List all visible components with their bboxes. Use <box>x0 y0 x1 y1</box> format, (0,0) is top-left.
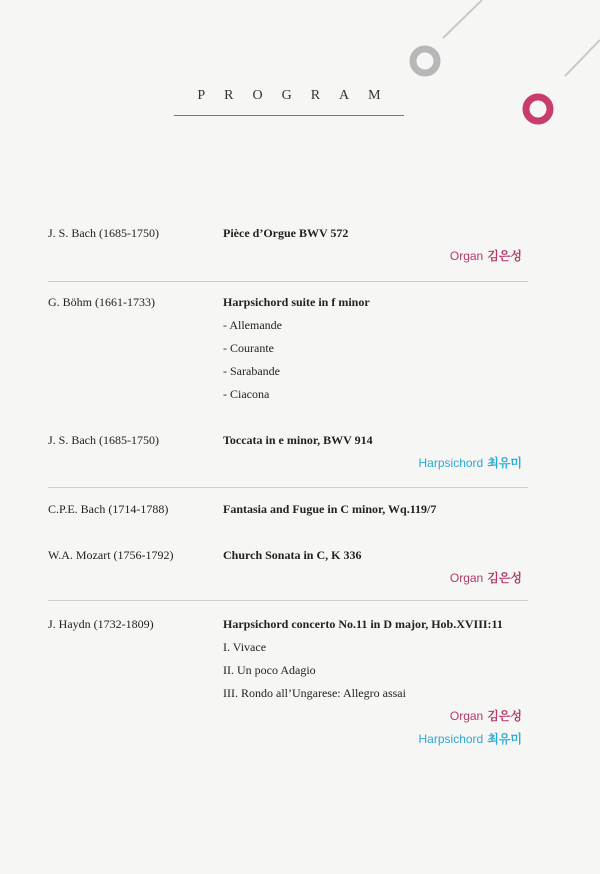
performer-organ <box>450 248 522 264</box>
movement: - Ciacona <box>223 387 270 401</box>
composer: C.P.E. Bach (1714-1788) <box>48 502 169 516</box>
movement: - Courante <box>223 341 274 355</box>
work-title: Harpsichord concerto No.11 in D major, Hob.XVIII:11 <box>223 617 503 631</box>
composer: G. Böhm (1661-1733) <box>48 295 155 309</box>
performer-name: 김은성 <box>487 249 522 263</box>
movement: III. Rondo all’Ungarese: Allegro assai <box>223 686 406 700</box>
section-divider <box>48 487 528 488</box>
instrument: Organ <box>449 249 484 263</box>
performer-name: 최유미 <box>487 732 522 746</box>
section-divider <box>48 281 528 282</box>
composer: J. S. Bach (1685-1750) <box>48 433 159 447</box>
section-divider <box>48 600 528 601</box>
movement: - Allemande <box>223 318 282 332</box>
diagonal-line-1 <box>443 0 482 38</box>
page-title: PROGRAM <box>197 88 400 103</box>
performer-name: 김은성 <box>487 709 522 723</box>
work-title: Fantasia and Fugue in C minor, Wq.119/7 <box>223 502 437 516</box>
performer-harpsichord <box>419 731 522 747</box>
performer-name: 최유미 <box>487 456 522 470</box>
work-title: Toccata in e minor, BWV 914 <box>223 433 373 447</box>
instrument: Organ <box>449 709 484 723</box>
work-title: Pièce d’Orgue BWV 572 <box>223 226 349 240</box>
title-underline <box>174 115 404 116</box>
diagonal-line-2 <box>565 40 600 76</box>
instrument: Organ <box>449 571 484 585</box>
movement: - Sarabande <box>223 364 280 378</box>
pink-ring-icon <box>526 97 550 121</box>
instrument: Harpsichord <box>418 456 484 470</box>
gray-ring-icon <box>413 49 437 73</box>
movement: I. Vivace <box>223 640 267 654</box>
performer-organ <box>450 708 522 724</box>
performer-harpsichord <box>419 455 522 471</box>
composer: J. Haydn (1732-1809) <box>48 617 154 631</box>
instrument: Harpsichord <box>418 732 484 746</box>
performer-organ <box>450 570 522 586</box>
composer: W.A. Mozart (1756-1792) <box>48 548 174 562</box>
work-title: Harpsichord suite in f minor <box>223 295 370 309</box>
movement: II. Un poco Adagio <box>223 663 316 677</box>
performer-name: 김은성 <box>487 571 522 585</box>
decorative-rings <box>0 0 600 140</box>
composer: J. S. Bach (1685-1750) <box>48 226 159 240</box>
work-title: Church Sonata in C, K 336 <box>223 548 362 562</box>
